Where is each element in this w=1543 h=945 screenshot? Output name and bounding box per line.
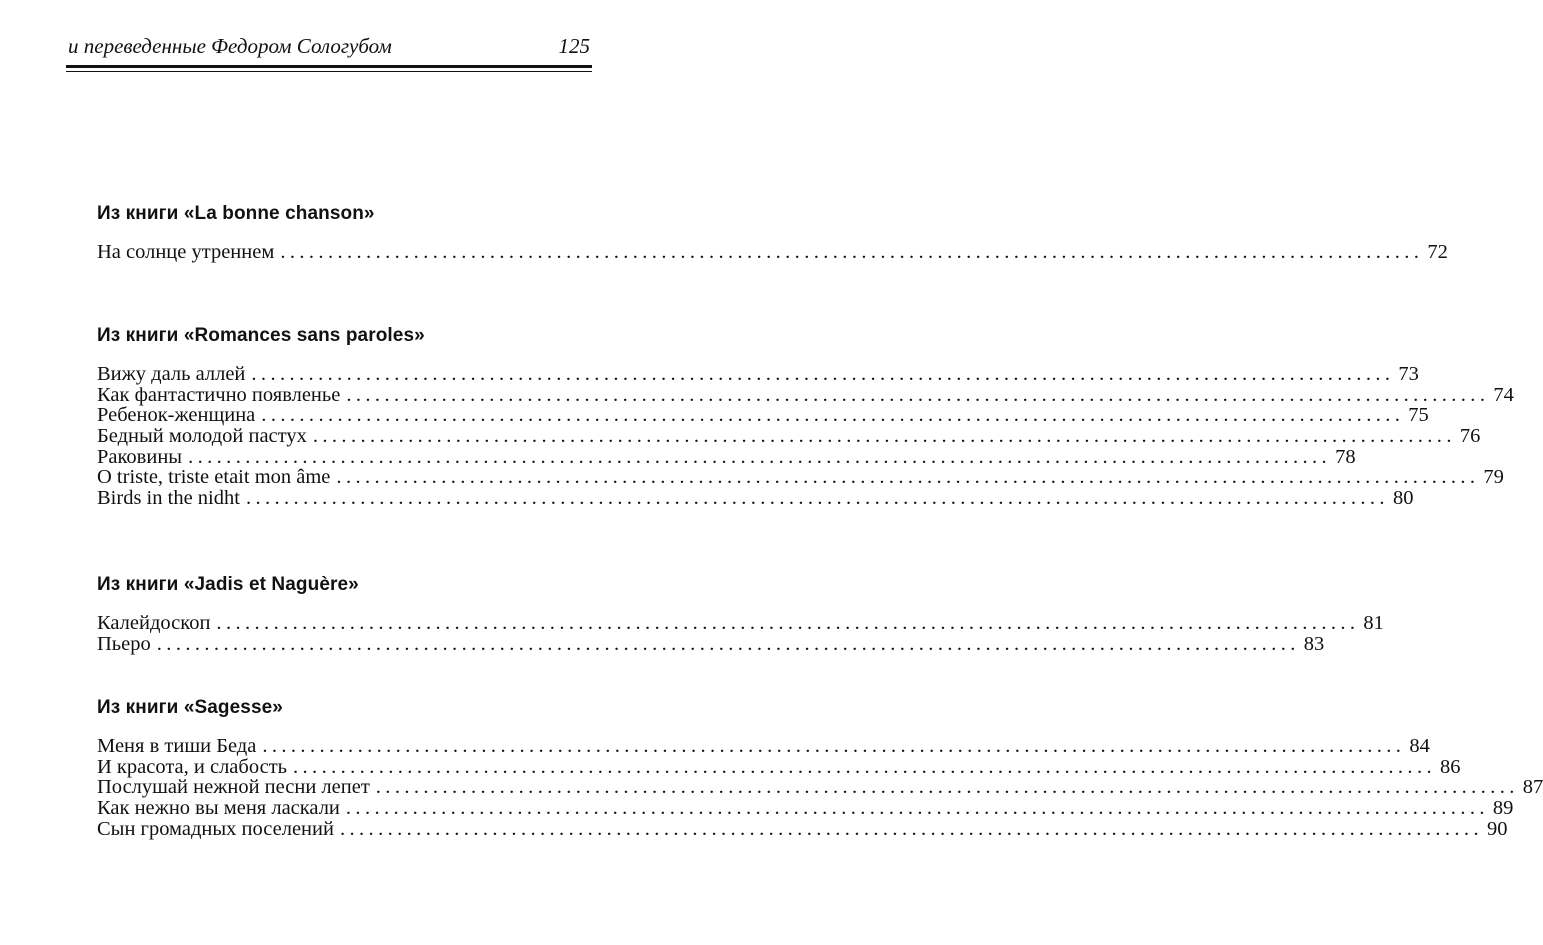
- toc-entry: [97, 445, 1356, 468]
- toc-entry: [97, 797, 1514, 820]
- entry-title: Сын громадных поселений: [97, 817, 334, 840]
- dot-leader: ........................................................................................................................: [245, 487, 1389, 510]
- entry-title: На солнце утреннем: [97, 241, 275, 263]
- toc-section: [97, 697, 1543, 840]
- entry-title: O triste, triste etait mon âme: [97, 466, 331, 489]
- header-rule-thick: [66, 65, 592, 68]
- dot-leader: ........................................................................................................................: [346, 383, 1490, 406]
- entry-page: 76: [1459, 425, 1481, 448]
- entry-title: И красота, и слабость: [97, 755, 287, 778]
- dot-leader: ........................................................................................................................: [261, 404, 1405, 427]
- dot-leader: ........................................................................................................................: [345, 797, 1489, 820]
- entry-page: 75: [1408, 404, 1429, 427]
- dot-leader: ........................................................................................................................: [262, 735, 1406, 757]
- entry-title: Birds in the nidht: [97, 487, 240, 510]
- toc-entry: [97, 612, 1384, 634]
- entry-page: 87: [1522, 776, 1543, 799]
- dot-leader: ........................................................................................................................: [293, 755, 1436, 778]
- page-header: [68, 34, 590, 59]
- dot-leader: ........................................................................................................................: [251, 363, 1395, 385]
- dot-leader: ........................................................................................................................: [216, 612, 1360, 634]
- header-rule-thin: [66, 71, 592, 72]
- toc-entry: [97, 363, 1419, 385]
- entry-page: 74: [1493, 383, 1514, 406]
- toc-section: [97, 203, 1448, 263]
- section-title: Из книги «Jadis et Naguère»: [97, 574, 359, 595]
- entry-title: Меня в тиши Беда: [97, 735, 257, 757]
- entry-title: Раковины: [97, 445, 183, 468]
- entry-page: 81: [1363, 612, 1384, 634]
- dot-leader: ........................................................................................................................: [188, 445, 1332, 468]
- entry-page: 84: [1409, 735, 1430, 757]
- dot-leader: ........................................................................................................................: [339, 817, 1483, 840]
- running-title: и переведенные Федором Сологубом: [68, 34, 392, 58]
- toc-section: [97, 574, 1384, 655]
- section-title: Из книги «Romances sans paroles»: [97, 325, 425, 346]
- entry-title: Пьеро: [97, 632, 151, 655]
- toc-entry: [97, 735, 1430, 757]
- toc-entry: [97, 425, 1481, 448]
- entry-page: 80: [1392, 487, 1414, 510]
- entry-title: Как нежно вы меня ласкали: [97, 797, 340, 820]
- entry-page: 90: [1486, 817, 1508, 840]
- entry-title: Как фантастично появленье: [97, 383, 341, 406]
- dot-leader: ........................................................................................................................: [280, 241, 1424, 263]
- toc-section: [97, 325, 1514, 510]
- entry-title: Калейдоскоп: [97, 612, 211, 634]
- toc-entry: [97, 755, 1461, 778]
- entry-page: 73: [1398, 363, 1419, 385]
- dot-leader: ........................................................................................................................: [156, 632, 1300, 655]
- toc-entry: [97, 241, 1448, 263]
- toc-entry: [97, 632, 1325, 655]
- entry-page: 86: [1440, 755, 1461, 778]
- entry-title: Бедный молодой пастух: [97, 425, 307, 448]
- toc-entry: [97, 817, 1508, 840]
- entry-page: 89: [1492, 797, 1514, 820]
- entry-page: 72: [1427, 241, 1448, 263]
- dot-leader: ........................................................................................................................: [336, 466, 1480, 489]
- page-number: 125: [558, 34, 590, 58]
- toc-entry: [97, 466, 1504, 489]
- entry-page: 79: [1483, 466, 1504, 489]
- toc-entry: [97, 776, 1543, 799]
- toc-entry: [97, 404, 1429, 427]
- entry-title: Ребенок-женщина: [97, 404, 256, 427]
- section-title: Из книги «Sagesse»: [97, 697, 283, 718]
- dot-leader: ........................................................................................................................: [312, 425, 1456, 448]
- section-title: Из книги «La bonne chanson»: [97, 203, 375, 224]
- entry-page: 78: [1335, 445, 1356, 468]
- entry-title: Послушай нежной песни лепет: [97, 776, 370, 799]
- toc-entry: [97, 383, 1514, 406]
- toc-entry: [97, 487, 1414, 510]
- entry-title: Вижу даль аллей: [97, 363, 246, 385]
- entry-page: 83: [1303, 632, 1325, 655]
- dot-leader: ........................................................................................................................: [375, 776, 1519, 799]
